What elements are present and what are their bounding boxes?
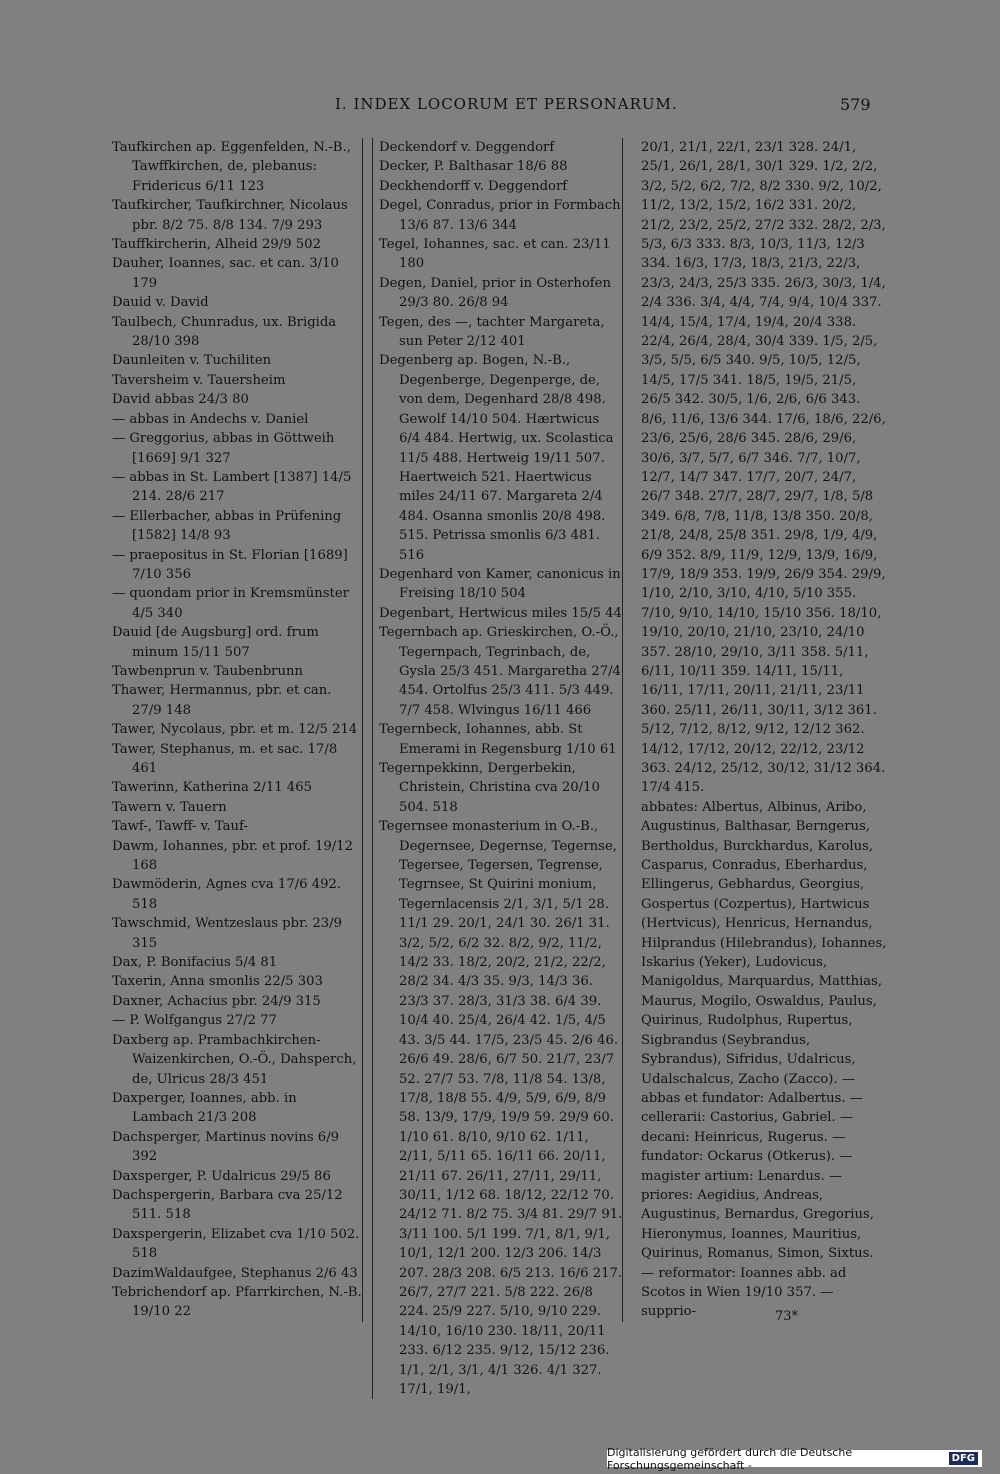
page-header bbox=[0, 95, 1000, 119]
index-entry: Dachspergerin, Barbara cva 25/12 511. 518 bbox=[112, 1187, 343, 1223]
index-entry: Taulbech, Chunradus, ux. Brigida 28/10 398 bbox=[112, 314, 337, 350]
index-entry: Taufkircher, Taufkirchner, Nicolaus pbr. 8/2 75. 8/8 134. 7/9 293 bbox=[112, 198, 348, 233]
index-entry: abbates: Albertus, Albinus, Aribo, Augustinus, Balthasar, Berngerus, Bertholdus, Burckhardus, Karolus, Casparus, Conradus, Eberhardus, Ellingerus, Gebhardus, Georgius, Gospertus (Cozpertus), Hartwicus (Hertvicus), Henricus, Hernandus, Hilprandus (Hilebrandus), Iohannes, Iskarius (Yeker), Ludovicus, Manigoldus, Marquardus, Matthias, Maurus, Mogilo, Oswaldus, Paulus, Quirinus, Rudolphus, Rupertus, Sigbrandus (Seybrandus, Sybrandus), Sifridus, Udalricus, Udalschalcus, Zacho (Zacco). — abbas et fundator: Adalbertus. — cellerarii: Castorius, Gabriel. — decani: Heinricus, Rugerus. — fundator: Ockarus (Otkerus). — magister artium: Lenardus. — priores: Aegidius, Andreas, Augustinus, Bernardus, Gregorius, Hieronymus, Ioannes, Mauritius, Quirinus, Romanus, Simon, Sixtus. — reformator: Ioannes abb. ad Scotos in Wien 19/10 357. — supprio- bbox=[641, 799, 887, 1320]
index-entry: Dawm, Iohannes, pbr. et prof. 19/12 168 bbox=[112, 838, 353, 874]
index-entry: — Greggorius, abbas in Göttweih [1669] 9/1 327 bbox=[112, 431, 335, 466]
index-entry: Taxerin, Anna smonlis 22/5 303 bbox=[112, 974, 323, 990]
index-entry: David abbas 24/3 80 bbox=[112, 392, 249, 408]
index-entry: Daxperger, Ioannes, abb. in Lambach 21/3 208 bbox=[112, 1090, 297, 1126]
index-entry: Dachsperger, Martinus novins 6/9 392 bbox=[112, 1129, 340, 1165]
index-entry: Degen, Daniel, prior in Osterhofen 29/3 80. 26/8 94 bbox=[379, 275, 611, 311]
index-entry: DazimWaldaufgee, Stephanus 2/6 43 bbox=[112, 1265, 358, 1281]
index-entry: Tebrichendorf ap. Pfarrkirchen, N.-B. 19/10 22 bbox=[112, 1284, 362, 1320]
index-entry: Dax, P. Bonifacius 5/4 81 bbox=[112, 955, 278, 971]
index-entry: Deckendorf v. Deggendorf bbox=[379, 140, 555, 155]
index-entry: Daxsperger, P. Udalricus 29/5 86 bbox=[112, 1168, 331, 1184]
index-entry: Tegernsee monasterium in O.-B., Degernsee, Degernse, Tegernse, Tegersee, Tegersen, Tegrense, Tegrnsee, St Quirini monium, Tegernlacensis 2/1, 3/1, 5/1 28. 11/1 29. 20/1, 24/1 30. 26/1 31. 3/2, 5/2, 6/2 32. 8/2, 9/2, 11/2, 14/2 33. 18/2, 20/2, 21/2, 22/2, 28/2 34. 4/3 35. 9/3, 14/3 36. 23/3 37. 28/3, 31/3 38. 6/4 39. 10/4 40. 25/4, 26/4 42. 1/5, 4/5 43. 3/5 44. 17/5, 23/5 45. 2/6 46. 26/6 49. 28/6, 6/7 50. 21/7, 23/7 52. 27/7 53. 7/8, 11/8 54. 13/8, 17/8, 18/8 55. 4/9, 5/9, 6/9, 8/9 58. 13/9, 17/9, 19/9 59. 29/9 60. 1/10 61. 8/10, 9/10 62. 1/11, 2/11, 5/11 65. 16/11 66. 20/11, 21/11 67. 26/11, 27/11, 29/11, 30/11, 1/12 68. 18/12, 22/12 70. 24/12 71. 8/2 75. 3/4 81. 29/7 91. 3/11 100. 5/1 199. 7/1, 8/1, 9/1, 10/1, 12/1 200. 12/3 206. 14/3 207. 28/3 208. 6/5 213. 16/6 217. 26/7, 27/7 221. 5/8 222. 26/8 224. 25/9 227. 5/10, 9/10 229. 14/10, 16/10 230. 18/11, 20/11 233. 6/12 235. 9/12, 15/12 236. 1/1, 2/1, 3/1, 4/1 326. 4/1 327. 17/1, 19/1, bbox=[379, 819, 623, 1397]
footer-text: Digitalisierung gefördert durch die Deutsche Forschungsgemeinschaft - bbox=[607, 1445, 853, 1472]
index-entry: Tauffkircherin, Alheid 29/9 502 bbox=[112, 237, 321, 253]
signature-mark: 73* bbox=[775, 1309, 799, 1324]
dfg-logo: DFG bbox=[949, 1452, 978, 1465]
index-entry: Degenhard von Kamer, canonicus in Freising 18/10 504 bbox=[379, 566, 621, 602]
index-entry: Thawer, Hermannus, pbr. et can. 27/9 148 bbox=[112, 683, 332, 718]
index-entry: — abbas in Andechs v. Daniel bbox=[112, 411, 309, 427]
index-entry: Degel, Conradus, prior in Formbach 13/6 87. 13/6 344 bbox=[379, 198, 621, 233]
index-entry: Taversheim v. Tauersheim bbox=[112, 372, 286, 388]
index-entry: — abbas in St. Lambert [1387] 14/5 214. 28/6 217 bbox=[112, 469, 352, 505]
index-entry: Tegen, des —, tachter Margareta, sun Peter 2/12 401 bbox=[379, 314, 605, 350]
index-entry: 20/1, 21/1, 22/1, 23/1 328. 24/1, 25/1, 26/1, 28/1, 30/1 329. 1/2, 2/2, 3/2, 5/2, 6/2, 7/2, 8/2 330. 9/2, 10/2, 11/2, 13/2, 15/2, 16/2 331. 20/2, 21/2, 23/2, 25/2, 27/2 332. 28/2, 2/3, 5/3, 6/3 333. 8/3, 10/3, 11/3, 12/3 334. 16/3, 17/3, 18/3, 21/3, 22/3, 23/3, 24/3, 25/3 335. 26/3, 30/3, 1/4, 2/4 336. 3/4, 4/4, 7/4, 9/4, 10/4 337. 14/4, 15/4, 17/4, 19/4, 20/4 338. 22/4, 26/4, 28/4, 30/4 339. 1/5, 2/5, 3/5, 5/5, 6/5 340. 9/5, 10/5, 12/5, 14/5, 17/5 341. 18/5, 19/5, 21/5, 26/5 342. 30/5, 1/6, 2/6, 6/6 343. 8/6, 11/6, 13/6 344. 17/6, 18/6, 22/6, 23/6, 25/6, 28/6 345. 28/6, 29/6, 30/6, 3/7, 5/7, 6/7 346. 7/7, 10/7, 12/7, 14/7 347. 17/7, 20/7, 24/7, 26/7 348. 27/7, 28/7, 29/7, 1/8, 5/8 349. 6/8, 7/8, 11/8, 13/8 350. 20/8, 21/8, 24/8, 25/8 351. 29/8, 1/9, 4/9, 6/9 352. 8/9, 11/9, 12/9, 13/9, 16/9, 17/9, 18/9 353. 19/9, 26/9 354. 29/9, 1/10, 2/10, 3/10, 4/10, 5/10 355. 7/10, 9/10, 14/10, 15/10 356. 18/10, 19/10, 20/10, 21/10, 23/10, 24/10 357. 28/10, 29/10, 3/11 358. 5/11, 6/11, 10/11 359. 14/11, 15/11, 16/11, 17/11, 20/11, 21/11, 23/11 360. 25/11, 26/11, 30/11, 3/12 361. 5/12, 7/12, 8/12, 9/12, 12/12 362. 14/12, 17/12, 20/12, 22/12, 23/12 363. 24/12, 25/12, 30/12, 31/12 364. 17/4 415. bbox=[641, 140, 886, 796]
index-entry: — P. Wolfgangus 27/2 77 bbox=[112, 1013, 277, 1029]
index-entry: Dauid [de Augsburg] ord. frum minum 15/11 507 bbox=[112, 625, 319, 660]
index-entry: Tawer, Nycolaus, pbr. et m. 12/5 214 bbox=[112, 722, 358, 738]
index-entry: Daxner, Achacius pbr. 24/9 315 bbox=[112, 993, 321, 1009]
index-column-3 bbox=[622, 138, 887, 1322]
index-entry: — Ellerbacher, abbas in Prüfening [1582] 14/8 93 bbox=[112, 508, 342, 544]
index-column-2 bbox=[372, 138, 623, 1399]
index-entry: Tawf-, Tawff- v. Tauf- bbox=[112, 819, 248, 835]
index-entry: Tegernbeck, Iohannes, abb. St Emerami in Regensburg 1/10 61 bbox=[379, 722, 617, 757]
index-entry: Tawern v. Tauern bbox=[112, 799, 227, 815]
index-entry: Daxspergerin, Elizabet cva 1/10 502. 518 bbox=[112, 1226, 360, 1262]
index-entry: Degenbart, Hertwicus miles 15/5 44 bbox=[379, 605, 622, 621]
index-entry: Daxberg ap. Prambachkirchen-Waizenkirchen, O.-Ö., Dahsperch, de, Ulricus 28/3 451 bbox=[112, 1032, 357, 1087]
index-entry: Tawbenprun v. Taubenbrunn bbox=[112, 663, 303, 679]
index-entry: Tawschmid, Wentzeslaus pbr. 23/9 315 bbox=[112, 916, 342, 951]
index-column-1 bbox=[112, 138, 363, 1322]
page-number: 579 bbox=[840, 95, 871, 114]
index-entry: Deckhendorff v. Deggendorf bbox=[379, 178, 568, 194]
index-entry: — quondam prior in Kremsmünster 4/5 340 bbox=[112, 586, 349, 621]
index-entry: Daunleiten v. Tuchiliten bbox=[112, 353, 272, 369]
index-entry: Dawmöderin, Agnes cva 17/6 492. 518 bbox=[112, 877, 342, 912]
index-entry: Decker, P. Balthasar 18/6 88 bbox=[379, 159, 568, 175]
index-entry: Tegel, Iohannes, sac. et can. 23/11 180 bbox=[379, 237, 611, 272]
index-entry: Tegernbach ap. Grieskirchen, O.-Ö., Tegernpach, Tegrinbach, de, Gysla 25/3 451. Margaretha 27/4 454. Ortolfus 25/3 411. 5/3 449. 7/7 458. Wlvingus 16/11 466 bbox=[379, 625, 621, 718]
index-entry: Degenberg ap. Bogen, N.-B., Degenberge, Degenperge, de, von dem, Degenhard 28/8 498. Gewolf 14/10 504. Hærtwicus 6/4 484. Hertwig, ux. Scolastica 11/5 488. Hertweig 19/11 507. Haertweich 521. Haertwicus miles 24/11 67. Margareta 2/4 484. Osanna smonlis 20/8 498. 515. Petrissa smonlis 6/3 481. 516 bbox=[379, 353, 614, 563]
index-entry: Tegernpekkinn, Dergerbekin, Christein, Christina cva 20/10 504. 518 bbox=[379, 761, 600, 815]
index-entry: — praepositus in St. Florian [1689] 7/10 356 bbox=[112, 547, 348, 582]
index-entry: Dauid v. David bbox=[112, 295, 209, 311]
index-entry: Taufkirchen ap. Eggenfelden, N.-B., Tawffkirchen, de, plebanus: Fridericus 6/11 123 bbox=[112, 140, 351, 194]
index-entry: Dauher, Ioannes, sac. et can. 3/10 179 bbox=[112, 256, 339, 291]
index-entry: Tawerinn, Katherina 2/11 465 bbox=[112, 780, 312, 796]
dfg-footer[interactable] bbox=[607, 1445, 982, 1472]
running-title: I. INDEX LOCORUM ET PERSONARUM. bbox=[335, 95, 678, 113]
index-entry: Tawer, Stephanus, m. et sac. 17/8 461 bbox=[112, 741, 338, 776]
